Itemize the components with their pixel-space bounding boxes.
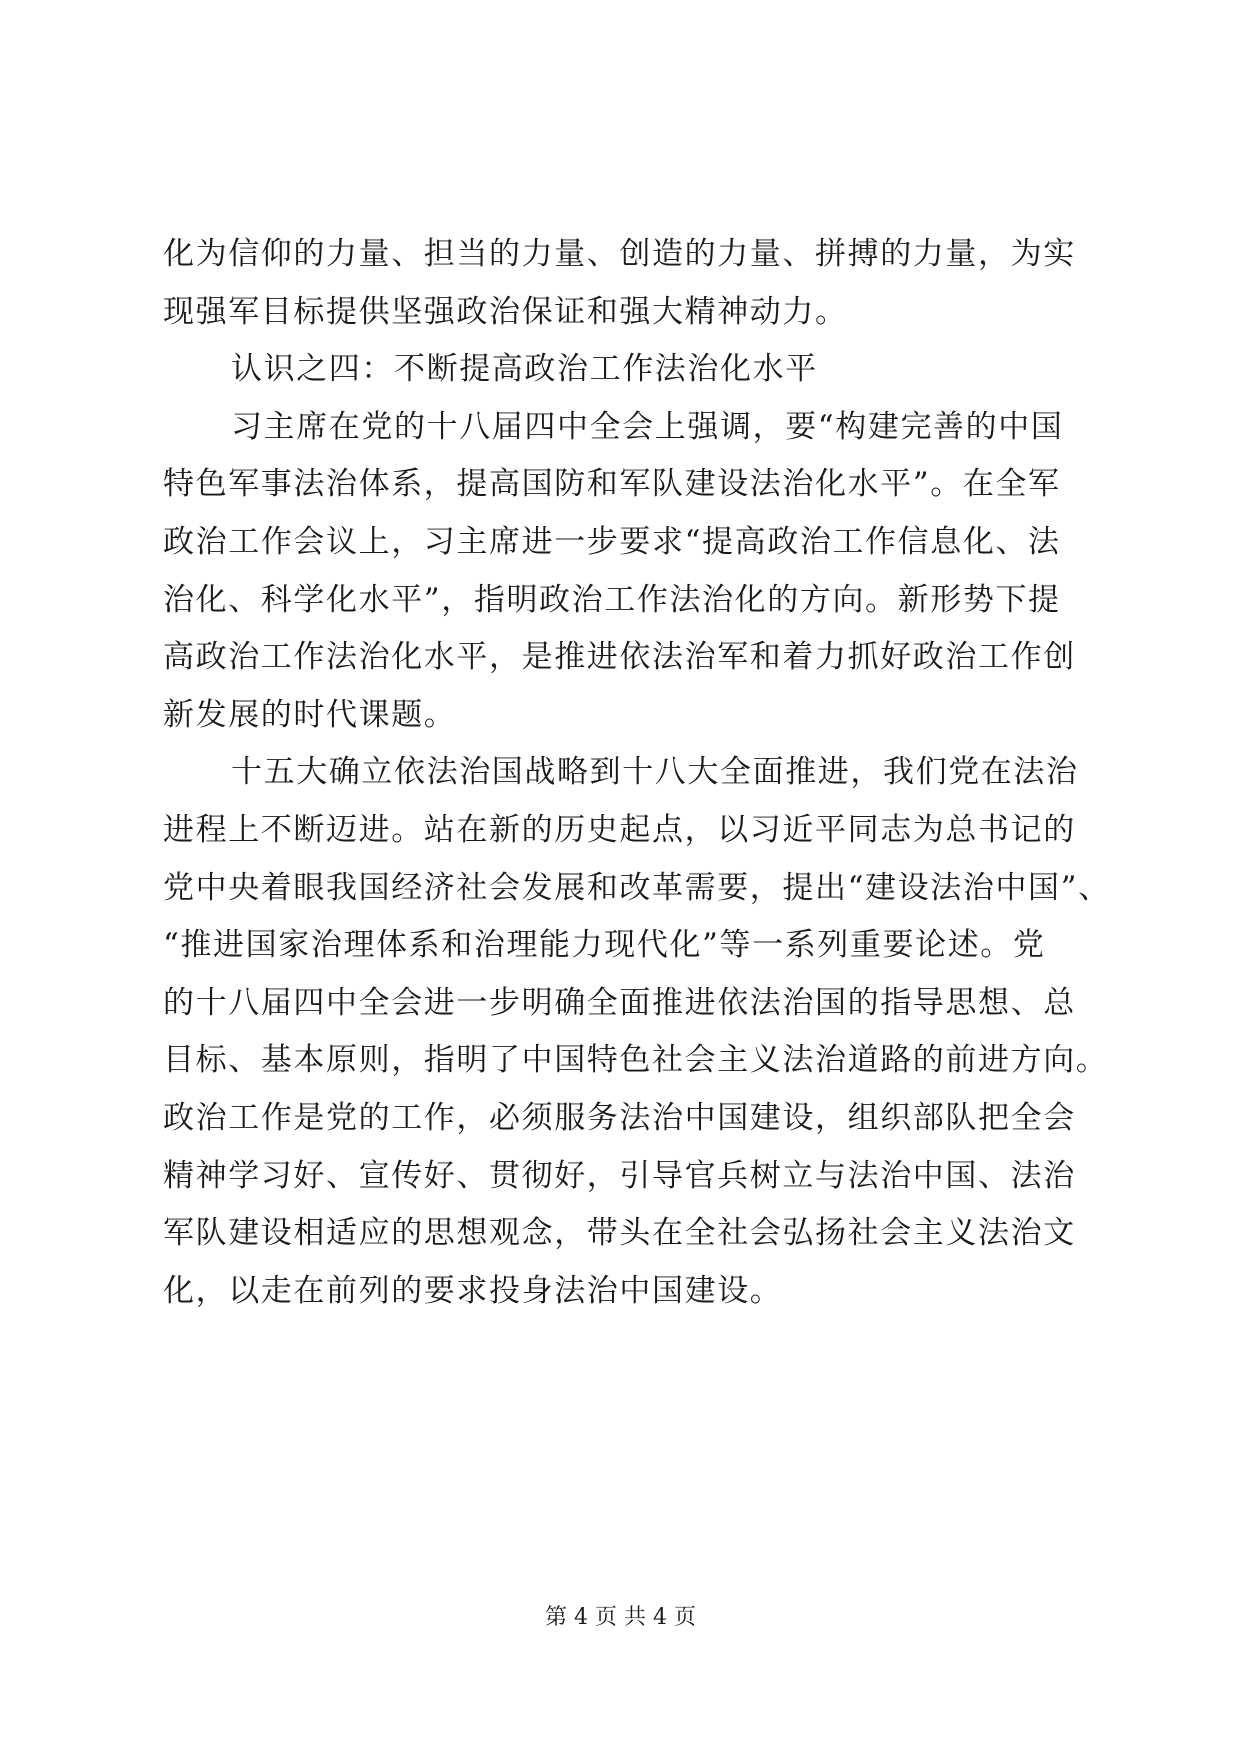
text-line: 军队建设相适应的思想观念，带头在全社会弘扬社会主义法治文 [163, 1215, 1076, 1252]
text-line: 党中央着眼我国经济社会发展和改革需要，提出“建设法治中国”、 [163, 869, 1111, 906]
text-line: 新发展的时代课题。 [163, 696, 457, 733]
text-line: 政治工作会议上，习主席进一步要求“提高政治工作信息化、法 [163, 523, 1061, 560]
text-line: 高政治工作法治化水平，是推进依法治军和着力抓好政治工作创 [163, 639, 1076, 676]
text-line: 政治工作是党的工作，必须服务法治中国建设，组织部队把全会 [163, 1099, 1076, 1136]
text-line: 现强军目标提供坚强政治保证和强大精神动力。 [163, 293, 848, 330]
page-number-footer: 第 4 页 共 4 页 [545, 1605, 696, 1630]
text-line: 习主席在党的十八届四中全会上强调，要“构建完善的中国 [231, 408, 1064, 445]
document-body [163, 226, 1111, 1320]
text-line: “推进国家治理体系和治理能力现代化”等一系列重要论述。党 [163, 927, 1046, 964]
text-line: 目标、基本原则，指明了中国特色社会主义法治道路的前进方向。 [163, 1042, 1109, 1079]
text-line: 化为信仰的力量、担当的力量、创造的力量、拼搏的力量，为实 [163, 236, 1076, 272]
text-line: 化，以走在前列的要求投身法治中国建设。 [163, 1272, 783, 1309]
text-line: 的十八届四中全会进一步明确全面推进依法治国的指导思想、总 [163, 984, 1076, 1021]
section-heading: 认识之四：不断提高政治工作法治化水平 [231, 351, 818, 388]
text-line: 十五大确立依法治国战略到十八大全面推进，我们党在法治 [231, 754, 1079, 791]
text-line: 进程上不断迈进。站在新的历史起点，以习近平同志为总书记的 [163, 811, 1076, 848]
text-line: 治化、科学化水平”，指明政治工作法治化的方向。新形势下提 [163, 581, 1061, 618]
text-line: 特色军事法治体系，提高国防和军队建设法治化水平”。在全军 [163, 466, 1061, 503]
text-line: 精神学习好、宣传好、贯彻好，引导官兵树立与法治中国、法治 [163, 1157, 1076, 1194]
